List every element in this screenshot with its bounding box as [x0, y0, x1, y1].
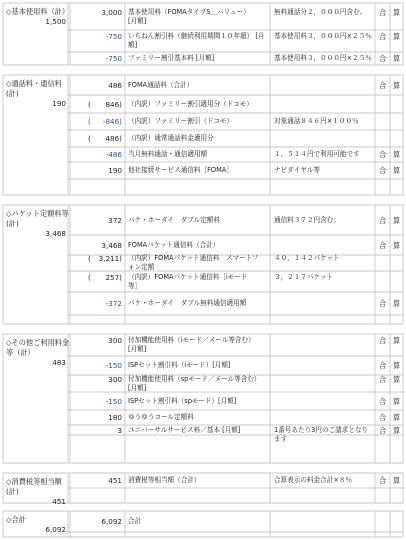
aggregate-flag: 合 [379, 299, 387, 308]
calculate-flag: 算 [393, 476, 401, 485]
amount-value: -150 [105, 396, 122, 406]
amount-value: 3,000 [101, 7, 122, 17]
aggregate-flag: 合 [379, 80, 387, 90]
section-title: 等（計） [6, 348, 35, 357]
section-total: 6,092 [45, 525, 66, 534]
item-note: ３，２１７パケット [274, 272, 334, 281]
amount-paren: ( [88, 117, 91, 126]
section-total: 483 [52, 358, 66, 367]
calculate-flag: 算 [393, 374, 401, 384]
section-total: 451 [52, 497, 66, 506]
aggregate-flag: 合 [379, 374, 387, 384]
aggregate-flag: 合 [379, 396, 387, 406]
amount-value: -150 [105, 361, 122, 370]
section-title: ◇通話料・通信料 [6, 79, 62, 88]
calculate-flag: 算 [393, 150, 401, 159]
aggregate-flag: 合 [379, 150, 387, 159]
calculate-flag: 算 [393, 166, 401, 175]
section-title: ◇パケット定額料等 [6, 209, 69, 218]
item-note: 通信料３７２円含む。 [274, 215, 340, 224]
item-description: ファミリー割引基本料 [月額] [128, 54, 215, 62]
item-note: １，５１４円で利用可能です [274, 150, 360, 158]
aggregate-flag: 合 [379, 361, 387, 370]
amount-value: 846) [105, 99, 122, 109]
item-description: ォン定額 [128, 263, 155, 271]
item-description: 額] [128, 41, 138, 49]
amount-value: 451 [108, 476, 122, 485]
item-description: ISPセット割引料（spモード）[月額] [128, 396, 237, 405]
item-description: ユニバーサルサービス料／基本 [月額] [128, 425, 241, 434]
item-description: いちねん割引料（継続利用期間１０年超） [月 [128, 32, 265, 40]
item-description: （内訳）ファミリー割引（ドコモ） [128, 117, 234, 125]
item-description: パケ・ホーダイ ダブル定額料 [128, 215, 220, 224]
amount-value: 486) [105, 134, 122, 143]
item-description: パケ・ホーダイ ダブル無料通信適用額 [128, 299, 247, 307]
section-total: 190 [52, 99, 66, 108]
amount-value: 190 [108, 166, 122, 175]
section-title: (計) [6, 487, 19, 496]
calculate-flag: 算 [393, 299, 401, 308]
section-total: 1,500 [45, 17, 66, 26]
item-description: 付加機能使用料（spモード／メール等含む） [128, 374, 261, 383]
item-description: ISPセット割引料（iモード）[月額] [128, 361, 231, 369]
item-description: （内訳）ファミリー割引適用分（ドコモ） [128, 99, 253, 108]
amount-value: -846) [102, 117, 122, 126]
calculate-flag: 算 [393, 80, 401, 90]
item-description: 合計 [128, 517, 142, 525]
amount-value: -486 [105, 150, 122, 159]
amount-value: 3 [117, 425, 122, 435]
item-description: （内訳）通常通話料金適用分 [128, 134, 214, 142]
aggregate-flag: 合 [379, 54, 387, 63]
item-note: 対象通話８４６円×１００％ [274, 117, 359, 125]
item-description: 消費税等相当額（合計） [128, 476, 201, 484]
amount-value: 3,211) [98, 254, 122, 263]
amount-value: 257) [105, 272, 122, 282]
calculate-flag: 算 [393, 32, 401, 41]
amount-value: 486 [108, 80, 122, 90]
aggregate-flag: 合 [379, 166, 387, 175]
item-note: 基本使用料３，０００円×２５％ [274, 32, 372, 40]
item-note: 合算表示の料金合計×８％ [274, 476, 353, 484]
item-description: （内訳）FOMAパケット通信料［iモード [128, 272, 248, 281]
amount-value: -750 [105, 54, 122, 63]
calculate-flag: 算 [393, 7, 401, 17]
item-description: ゆうゆうコール定額料 [128, 413, 194, 421]
item-note: ４０，１４２パケット [274, 254, 340, 262]
calculate-flag: 算 [393, 215, 401, 225]
item-description: 等］ [128, 281, 142, 290]
item-description: [月額] [128, 383, 147, 392]
item-description: （内訳）FOMAパケット通信料 スマートフ [128, 254, 259, 262]
calculate-flag: 算 [393, 425, 401, 435]
item-note: 1番号あたり3円のご請求となり [274, 425, 369, 434]
aggregate-flag: 合 [379, 413, 387, 422]
item-note: ます [274, 434, 288, 443]
item-description: 基本使用料（FOMAタイプS＿バリュー） [128, 7, 250, 16]
amount-value: -750 [105, 32, 122, 41]
calculate-flag: 算 [393, 413, 401, 422]
section-title: (計) [6, 219, 19, 228]
amount-value: 6,092 [101, 517, 122, 526]
section-title: (計) [6, 89, 19, 98]
aggregate-flag: 合 [379, 240, 387, 250]
calculate-flag: 算 [393, 336, 401, 345]
aggregate-flag: 合 [379, 336, 387, 345]
item-description: FOMA通話料（合計） [128, 80, 194, 89]
item-description: FOMAパケット通信料（合計） [128, 240, 220, 249]
aggregate-flag: 合 [379, 425, 387, 435]
amount-value: 300 [108, 336, 122, 345]
section-total: 3,468 [45, 229, 66, 238]
section-title: ◇消費税等相当額 [6, 477, 62, 486]
calculate-flag: 算 [393, 54, 401, 63]
amount-value: 300 [108, 374, 122, 384]
calculate-flag: 算 [393, 396, 401, 406]
amount-value: 180 [108, 413, 122, 422]
item-description: 他社接続サービス通信料［FOMA］ [128, 166, 233, 174]
item-description: [月額] [128, 345, 147, 353]
calculate-flag: 算 [393, 240, 401, 250]
aggregate-flag: 合 [379, 7, 387, 17]
amount-value: 3,468 [101, 240, 122, 250]
amount-paren: ( [88, 272, 91, 282]
item-description: 当月無料通話・通信適用額 [128, 150, 208, 158]
aggregate-flag: 合 [379, 215, 387, 225]
item-note: 基本使用料３，０００円×２５％ [274, 54, 372, 62]
amount-paren: ( [88, 134, 91, 143]
amount-value: 372 [108, 215, 122, 225]
calculate-flag: 算 [393, 361, 401, 370]
amount-value: -372 [105, 299, 122, 308]
amount-paren: ( [88, 99, 91, 109]
item-note: ナビダイヤル等 [274, 166, 320, 174]
item-description: 付加機能使用料（iモード／メール等含む） [128, 336, 255, 344]
aggregate-flag: 合 [379, 476, 387, 485]
amount-paren: ( [88, 254, 91, 263]
section-title: ◇基本使用料（計） [6, 7, 70, 16]
section-title: ◇合計 [6, 515, 26, 524]
item-note: 無料通話分２，０００円含む。 [274, 7, 367, 16]
item-description: [月額] [128, 16, 147, 25]
aggregate-flag: 合 [379, 32, 387, 41]
section-title: ◇その他ご利用料金 [6, 338, 70, 347]
